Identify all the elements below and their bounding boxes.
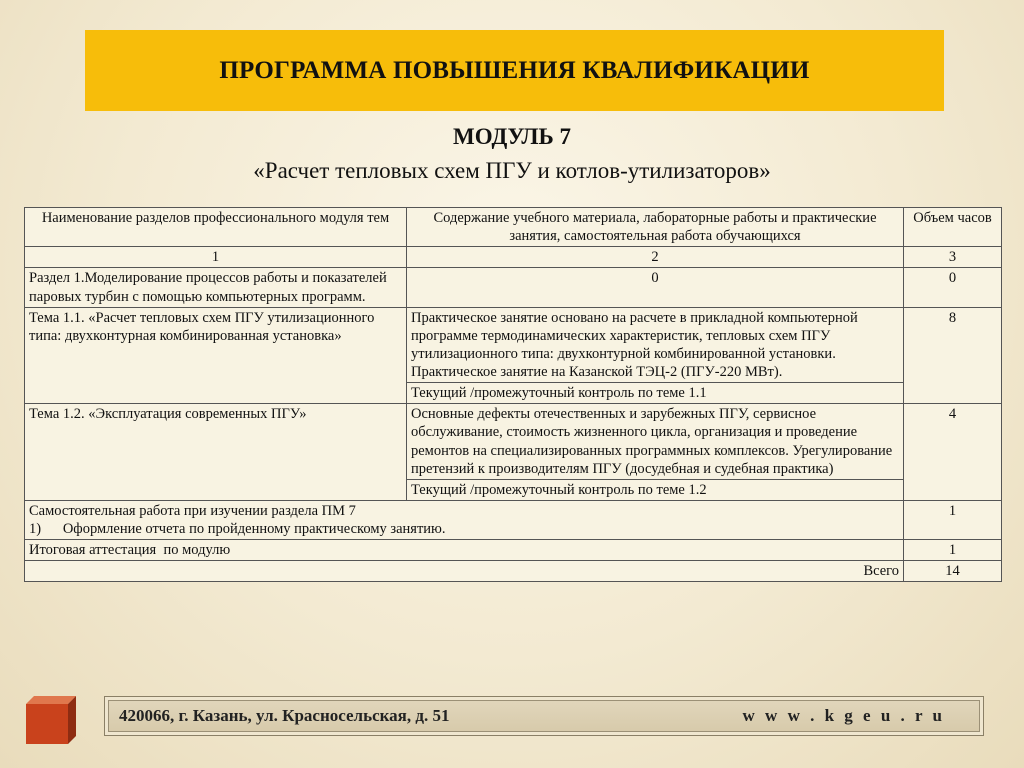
topic1-1-control: Текущий /промежуточный контроль по теме 1.1 <box>407 383 904 404</box>
footer-address: 420066, г. Казань, ул. Красносельская, д. 51 <box>119 706 450 725</box>
table-row <box>25 404 1002 480</box>
section1-name: Раздел 1.Моделирование процессов работы и показателей паровых турбин с помощью компьютерных программ. <box>25 268 407 307</box>
section1-content: 0 <box>407 268 904 307</box>
footer-bar <box>104 696 984 736</box>
final-attestation-hours: 1 <box>904 540 1002 561</box>
footer-website[interactable]: w w w . k g e u . r u <box>742 706 945 725</box>
topic1-2-control: Текущий /промежуточный контроль по теме 1.2 <box>407 479 904 500</box>
self-work-hours: 1 <box>904 500 1002 539</box>
header-cell-sections: Наименование разделов профессионального модуля тем <box>25 208 407 247</box>
table-row <box>25 540 1002 561</box>
topic1-2-hours: 4 <box>904 404 1002 501</box>
header-cell-hours: Объем часов <box>904 208 1002 247</box>
total-hours: 14 <box>904 561 1002 582</box>
curriculum-table <box>24 207 1002 582</box>
table-header-row <box>25 208 1002 247</box>
final-attestation: Итоговая аттестация по модулю <box>25 540 904 561</box>
column-number-1: 1 <box>25 247 407 268</box>
column-number-2: 2 <box>407 247 904 268</box>
topic1-1-hours: 8 <box>904 307 1002 404</box>
module-title: МОДУЛЬ 7 <box>453 124 571 149</box>
column-number-row <box>25 247 1002 268</box>
topic1-2-name: Тема 1.2. «Эксплуатация современных ПГУ» <box>25 404 407 501</box>
header-cell-content: Содержание учебного материала, лабораторные работы и практические занятия, самостоятельная работа обучающихся <box>407 208 904 247</box>
table-row <box>25 561 1002 582</box>
topic1-1-content: Практическое занятие основано на расчете в прикладной компьютерной программе термодинамических характеристик, тепловых схем ПГУ утилизационного типа: двухконтурной комбинированной установки. Практическое занятие на Казанской ТЭЦ-2 (ПГУ-220 МВт). <box>407 307 904 383</box>
banner-title: ПРОГРАММА ПОВЫШЕНИЯ КВАЛИФИКАЦИИ <box>219 56 810 84</box>
cube-icon <box>24 694 78 746</box>
section1-hours: 0 <box>904 268 1002 307</box>
module-subtitle: «Расчет тепловых схем ПГУ и котлов-утилизаторов» <box>253 158 771 183</box>
total-label: Всего <box>25 561 904 582</box>
self-work-title: Самостоятельная работа при изучении раздела ПМ 7 <box>29 502 356 519</box>
self-work-item: 1) Оформление отчета по пройденному практическому занятию. <box>29 521 446 537</box>
program-banner <box>85 30 944 111</box>
table-row <box>25 268 1002 307</box>
column-number-3: 3 <box>904 247 1002 268</box>
topic1-1-name: Тема 1.1. «Расчет тепловых схем ПГУ утилизационного типа: двухконтурная комбинированная установка» <box>25 307 407 404</box>
table-row <box>25 307 1002 383</box>
topic1-2-content: Основные дефекты отечественных и зарубежных ПГУ, сервисное обслуживание, стоимость жизненного цикла, организация и проведение ремонтов на специализированных программных комплексов. Урегулирование претензий к производителям ПГУ (досудебная и судебная практика) <box>407 404 904 480</box>
table-row <box>25 500 1002 539</box>
self-work-cell <box>25 500 904 539</box>
